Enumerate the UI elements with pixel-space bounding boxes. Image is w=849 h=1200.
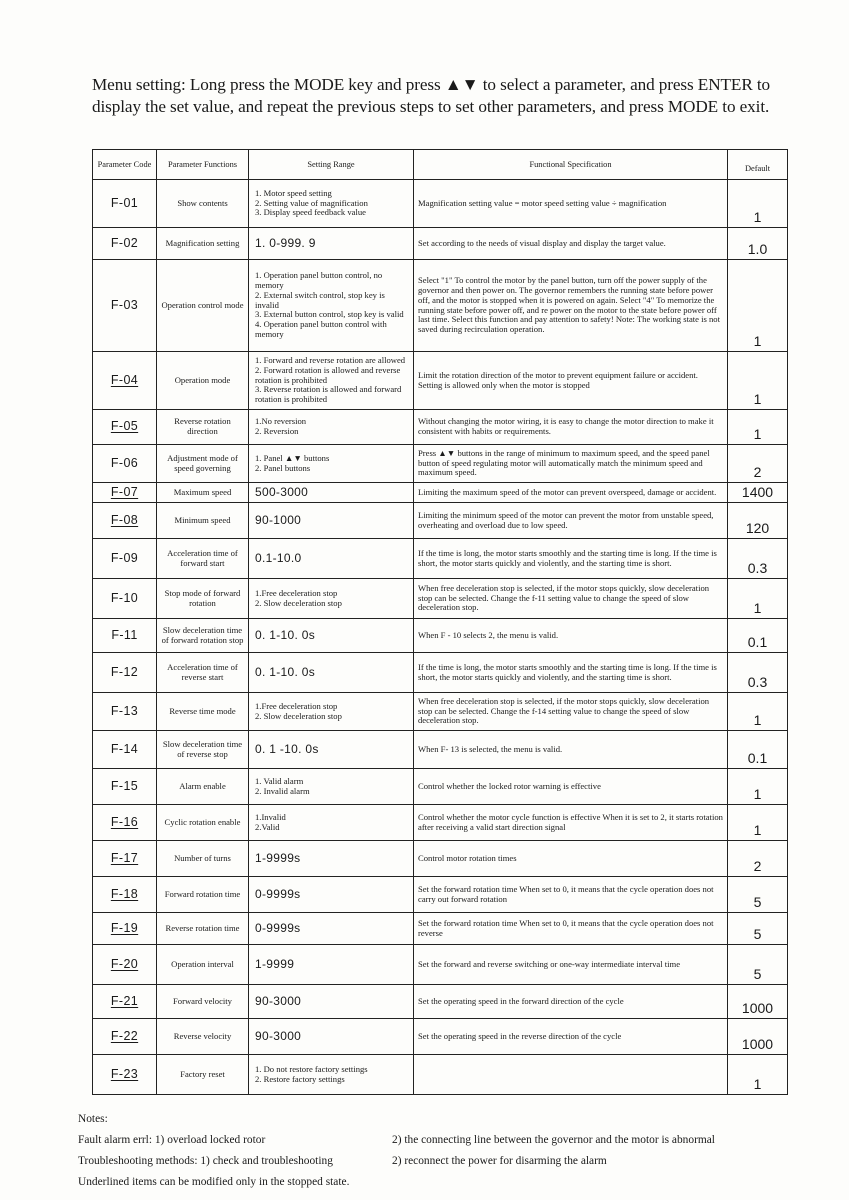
- default-value: 1: [728, 180, 788, 228]
- default-value: 1: [728, 769, 788, 805]
- parameter-code: [93, 352, 157, 410]
- parameter-code: [93, 653, 157, 693]
- setting-range: [249, 352, 414, 410]
- functional-specification: Limiting the minimum speed of the motor can prevent the motor from unstable speed, overheating and overload due to low speed.: [414, 503, 728, 539]
- parameter-code-text: F-09: [110, 550, 139, 565]
- parameter-function: Minimum speed: [157, 503, 249, 539]
- functional-specification: When free deceleration stop is selected, if the motor stops quickly, slow deceleration stop can be selected. Change the f-11 setting value to change the speed of slow deceleration stop.: [414, 579, 728, 619]
- table-row: [93, 805, 788, 841]
- setting-range-line: 90-1000: [255, 512, 302, 527]
- functional-specification: [414, 1055, 728, 1095]
- parameter-function: Acceleration time of reverse start: [157, 653, 249, 693]
- parameter-code-text: F-14: [110, 741, 139, 756]
- default-value: 5: [728, 877, 788, 913]
- parameter-code: [93, 445, 157, 483]
- parameter-code: [93, 619, 157, 653]
- setting-range-line: 500-3000: [255, 484, 309, 499]
- default-value: 1000: [728, 985, 788, 1019]
- parameter-code: [93, 539, 157, 579]
- functional-specification: Limiting the maximum speed of the motor can prevent overspeed, damage or accident.: [414, 483, 728, 503]
- table-row: [93, 1019, 788, 1055]
- setting-range-line: 2. Panel buttons: [255, 462, 311, 473]
- parameter-function: Operation control mode: [157, 260, 249, 352]
- parameter-function: Operation interval: [157, 945, 249, 985]
- functional-specification: Set the operating speed in the forward direction of the cycle: [414, 985, 728, 1019]
- table-row: [93, 769, 788, 805]
- default-value: 1: [728, 579, 788, 619]
- functional-specification: If the time is long, the motor starts smoothly and the starting time is long. If the time is short, the motor starts quickly and violently, and the starting time is short.: [414, 539, 728, 579]
- setting-range: [249, 483, 414, 503]
- parameter-code-text: F-04: [110, 372, 139, 387]
- parameter-code: [93, 410, 157, 445]
- table-row: [93, 180, 788, 228]
- header-setting-range: Setting Range: [249, 150, 414, 180]
- parameter-function: Forward rotation time: [157, 877, 249, 913]
- parameter-function: Alarm enable: [157, 769, 249, 805]
- table-row: [93, 503, 788, 539]
- parameter-code: [93, 693, 157, 731]
- parameter-function: Stop mode of forward rotation: [157, 579, 249, 619]
- parameter-function: Reverse velocity: [157, 1019, 249, 1055]
- default-value: 0.3: [728, 653, 788, 693]
- notes-title: Notes:: [78, 1113, 108, 1125]
- default-value: 1.0: [728, 228, 788, 260]
- default-value: 1: [728, 410, 788, 445]
- parameter-code: [93, 483, 157, 503]
- setting-range-line: 0-9999s: [255, 920, 301, 935]
- parameter-code-text: F-08: [110, 512, 139, 527]
- setting-range-line: 0. 1-10. 0s: [255, 664, 316, 679]
- setting-range: [249, 769, 414, 805]
- parameter-table-body: [93, 180, 788, 1095]
- default-value: 1: [728, 260, 788, 352]
- setting-range-line: 0-9999s: [255, 886, 301, 901]
- parameter-function: Number of turns: [157, 841, 249, 877]
- setting-range: [249, 913, 414, 945]
- parameter-function: Slow deceleration time of reverse stop: [157, 731, 249, 769]
- functional-specification: Set the forward rotation time When set to 0, it means that the cycle operation does not reverse: [414, 913, 728, 945]
- table-row: [93, 841, 788, 877]
- parameter-code: [93, 769, 157, 805]
- table-row: [93, 693, 788, 731]
- setting-range-line: 3. External button control, stop key is valid: [255, 309, 404, 320]
- setting-range-line: 0.1-10.0: [255, 550, 302, 565]
- default-value: 1000: [728, 1019, 788, 1055]
- setting-range-line: 2. Slow deceleration stop: [255, 710, 342, 721]
- setting-range: [249, 841, 414, 877]
- functional-specification: Control motor rotation times: [414, 841, 728, 877]
- functional-specification: Without changing the motor wiring, it is easy to change the motor direction to make it consistent with habits or requirements.: [414, 410, 728, 445]
- parameter-code-text: F-03: [110, 297, 139, 312]
- functional-specification: Control whether the locked rotor warning is effective: [414, 769, 728, 805]
- default-value: 2: [728, 445, 788, 483]
- table-row: [93, 260, 788, 352]
- parameter-function: Reverse rotation direction: [157, 410, 249, 445]
- table-row: [93, 731, 788, 769]
- parameter-code-text: F-02: [110, 235, 139, 250]
- functional-specification: When F - 10 selects 2, the menu is valid.: [414, 619, 728, 653]
- functional-specification: Set the operating speed in the reverse direction of the cycle: [414, 1019, 728, 1055]
- functional-specification: Set the forward and reverse switching or one-way intermediate interval time: [414, 945, 728, 985]
- parameter-code: [93, 180, 157, 228]
- parameter-function: Acceleration time of forward start: [157, 539, 249, 579]
- parameter-code: [93, 731, 157, 769]
- default-value: 120: [728, 503, 788, 539]
- default-value: 5: [728, 913, 788, 945]
- setting-range: [249, 579, 414, 619]
- table-row: [93, 877, 788, 913]
- parameter-code-text: F-23: [110, 1066, 139, 1081]
- default-value: 1400: [728, 483, 788, 503]
- setting-range-line: 3. Reverse rotation is allowed and forward rotation is prohibited: [255, 384, 402, 405]
- setting-range: [249, 653, 414, 693]
- setting-range-line: 2.Valid: [255, 821, 280, 832]
- setting-range: [249, 945, 414, 985]
- parameter-code-text: F-12: [110, 664, 139, 679]
- table-row: [93, 619, 788, 653]
- setting-range: [249, 260, 414, 352]
- setting-range-line: 1. Valid alarm: [255, 775, 304, 786]
- parameter-code-text: F-05: [110, 419, 139, 434]
- parameter-code: [93, 503, 157, 539]
- setting-range-line: 1. 0-999. 9: [255, 235, 316, 250]
- parameter-function: Forward velocity: [157, 985, 249, 1019]
- parameter-code-text: F-10: [110, 590, 139, 605]
- default-value: 0.3: [728, 539, 788, 579]
- setting-range: [249, 1019, 414, 1055]
- parameter-function: Operation mode: [157, 352, 249, 410]
- header-default: Default: [728, 150, 788, 180]
- fault-alarm-note: Fault alarm errl: 1) overload locked rotor: [78, 1134, 266, 1146]
- parameter-code: [93, 579, 157, 619]
- setting-range-line: 1. Panel ▲▼ buttons: [255, 452, 330, 463]
- parameter-table: [92, 149, 788, 1095]
- parameter-function: Slow deceleration time of forward rotation stop: [157, 619, 249, 653]
- setting-range: [249, 410, 414, 445]
- troubleshooting-note: Troubleshooting methods: 1) check and troubleshooting: [78, 1155, 333, 1167]
- setting-range: [249, 985, 414, 1019]
- parameter-code-text: F-06: [110, 455, 139, 470]
- setting-range-line: 1. Operation panel button control, no memory: [255, 270, 383, 290]
- default-value: 5: [728, 945, 788, 985]
- parameter-function: Cyclic rotation enable: [157, 805, 249, 841]
- functional-specification: Set according to the needs of visual display and display the target value.: [414, 228, 728, 260]
- setting-range-line: 2. Setting value of magnification: [255, 197, 368, 208]
- table-row: [93, 945, 788, 985]
- setting-range: [249, 693, 414, 731]
- parameter-code: [93, 985, 157, 1019]
- default-value: 1: [728, 1055, 788, 1095]
- fault-alarm-note-2: 2) the connecting line between the governor and the motor is abnormal: [392, 1134, 715, 1146]
- parameter-code-text: F-01: [110, 195, 139, 210]
- parameter-code: [93, 1019, 157, 1055]
- setting-range: [249, 228, 414, 260]
- notes-section: [78, 1108, 818, 1192]
- setting-range: [249, 1055, 414, 1095]
- default-value: 2: [728, 841, 788, 877]
- functional-specification: Press ▲▼ buttons in the range of minimum to maximum speed, and the speed panel button of speed regulating motor will automatically match the minimum speed and maximum speed.: [414, 445, 728, 483]
- troubleshooting-note-2: 2) reconnect the power for disarming the alarm: [392, 1155, 607, 1167]
- table-row: [93, 483, 788, 503]
- parameter-code-text: F-13: [110, 703, 139, 718]
- underlined-items-note: Underlined items can be modified only in the stopped state.: [78, 1176, 350, 1188]
- setting-range-line: 2. Forward rotation is allowed and reverse rotation is prohibited: [255, 364, 401, 385]
- table-row: [93, 410, 788, 445]
- default-value: 1: [728, 693, 788, 731]
- parameter-function: Reverse time mode: [157, 693, 249, 731]
- setting-range: [249, 445, 414, 483]
- setting-range: [249, 731, 414, 769]
- setting-range: [249, 805, 414, 841]
- setting-range-line: 0. 1 -10. 0s: [255, 741, 319, 756]
- table-row: [93, 985, 788, 1019]
- parameter-code-text: F-07: [110, 484, 139, 499]
- setting-range-line: 4. Operation panel button control with memory: [255, 319, 387, 339]
- parameter-code: [93, 913, 157, 945]
- setting-range-line: 2. External switch control, stop key is invalid: [255, 289, 385, 310]
- parameter-code: [93, 805, 157, 841]
- parameter-function: Maximum speed: [157, 483, 249, 503]
- parameter-function: Reverse rotation time: [157, 913, 249, 945]
- table-row: [93, 228, 788, 260]
- setting-range-line: 2. Restore factory settings: [255, 1073, 345, 1084]
- setting-range-line: 1.Free deceleration stop: [255, 587, 338, 598]
- parameter-code-text: F-15: [110, 778, 139, 793]
- parameter-function: Show contents: [157, 180, 249, 228]
- default-value: 1: [728, 805, 788, 841]
- setting-range: [249, 877, 414, 913]
- functional-specification: If the time is long, the motor starts smoothly and the starting time is long. If the time is short, the motor starts quickly and violently, and the starting time is short.: [414, 653, 728, 693]
- functional-specification: Limit the rotation direction of the motor to prevent equipment failure or accident. Setting is allowed only when the motor is stopped: [414, 352, 728, 410]
- functional-specification: Control whether the motor cycle function is effective When it is set to 2, it starts rotation after receiving a valid start direction signal: [414, 805, 728, 841]
- header-parameter-functions: Parameter Functions: [157, 150, 249, 180]
- table-header-row: [93, 150, 788, 180]
- parameter-code: [93, 1055, 157, 1095]
- functional-specification: Set the forward rotation time When set to 0, it means that the cycle operation does not carry out forward rotation: [414, 877, 728, 913]
- parameter-code-text: F-21: [110, 993, 139, 1008]
- setting-range-line: 2. Invalid alarm: [255, 785, 310, 796]
- table-row: [93, 445, 788, 483]
- parameter-function: Factory reset: [157, 1055, 249, 1095]
- setting-range-line: 2. Slow deceleration stop: [255, 597, 342, 608]
- setting-range-line: 1.Free deceleration stop: [255, 700, 338, 711]
- header-parameter-code: Parameter Code: [93, 150, 157, 180]
- setting-range-line: 3. Display speed feedback value: [255, 207, 366, 218]
- default-value: 0.1: [728, 619, 788, 653]
- setting-range-line: 2. Reversion: [255, 426, 299, 436]
- parameter-code: [93, 228, 157, 260]
- setting-range: [249, 180, 414, 228]
- table-row: [93, 352, 788, 410]
- parameter-function: Magnification setting: [157, 228, 249, 260]
- setting-range-line: 1-9999: [255, 956, 295, 971]
- setting-range: [249, 619, 414, 653]
- functional-specification: When F- 13 is selected, the menu is valid.: [414, 731, 728, 769]
- setting-range-line: 1.Invalid: [255, 811, 286, 822]
- table-row: [93, 653, 788, 693]
- header-functional-specification: Functional Specification: [414, 150, 728, 180]
- setting-range-line: 1.No reversion: [255, 416, 307, 427]
- setting-range-line: 0. 1-10. 0s: [255, 627, 316, 642]
- parameter-code: [93, 945, 157, 985]
- table-row: [93, 1055, 788, 1095]
- default-value: 1: [728, 352, 788, 410]
- parameter-code-text: F-22: [110, 1028, 139, 1043]
- parameter-code: [93, 260, 157, 352]
- functional-specification: When free deceleration stop is selected, if the motor stops quickly, slow deceleration stop can be selected. Change the f-14 setting value to change the speed of slow deceleration stop.: [414, 693, 728, 731]
- parameter-code-text: F-18: [110, 886, 139, 901]
- setting-range: [249, 539, 414, 579]
- table-row: [93, 539, 788, 579]
- parameter-code-text: F-11: [111, 627, 138, 642]
- parameter-code: [93, 877, 157, 913]
- setting-range-line: 90-3000: [255, 993, 302, 1008]
- menu-setting-instructions: Menu setting: Long press the MODE key and press ▲▼ to select a parameter, and press ENTER to display the set value, and repeat the previous steps to set other parameters, and press MODE to exit.: [92, 75, 771, 116]
- setting-range-line: 90-3000: [255, 1028, 302, 1043]
- table-row: [93, 913, 788, 945]
- setting-range-line: 1. Do not restore factory settings: [255, 1063, 368, 1074]
- setting-range-line: 1-9999s: [255, 850, 301, 865]
- table-row: [93, 579, 788, 619]
- parameter-code-text: F-16: [110, 814, 139, 829]
- functional-specification: Magnification setting value = motor speed setting value ÷ magnification: [414, 180, 728, 228]
- setting-range: [249, 503, 414, 539]
- parameter-code: [93, 841, 157, 877]
- setting-range-line: 1. Forward and reverse rotation are allowed: [255, 355, 406, 365]
- parameter-code-text: F-17: [110, 850, 139, 865]
- parameter-code-text: F-20: [110, 956, 139, 971]
- functional-specification: Select "1" To control the motor by the panel button, turn off the power supply of the governor and then power on. The governor remembers the running state before power off, and the motor is stopped when it is powered on again. Select "4" To memorize the running state before power off, and re power on the motor to the state before power off last time. Select this function and pay attention to safety! Note: The working state is not saved during recirculation operation.: [414, 260, 728, 352]
- default-value: 0.1: [728, 731, 788, 769]
- parameter-code-text: F-19: [110, 920, 139, 935]
- parameter-function: Adjustment mode of speed governing: [157, 445, 249, 483]
- setting-range-line: 1. Motor speed setting: [255, 187, 332, 198]
